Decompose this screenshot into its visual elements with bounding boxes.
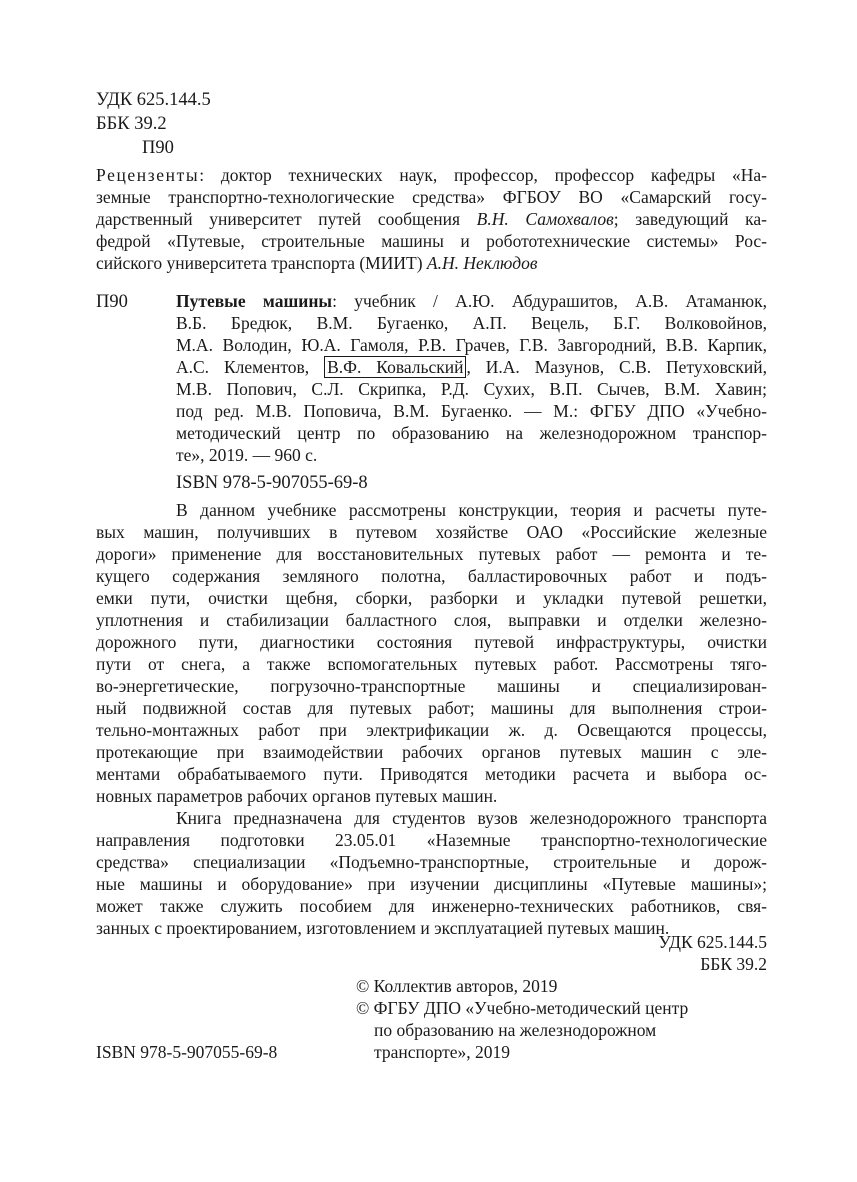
abstract-line: направления подготовки 23.05.01 «Наземные транспортно-технологические [96,830,767,850]
footer-udk: УДК 625.144.5 [658,932,767,952]
reviewers-text: : доктор технических наук, профессор, профессор кафедры «На- [199,165,767,185]
bib-text: М.А. Володин, Ю.А. Гамоля, Р.В. Грачев, Г.В. Завгородний, В.В. Карпик, [176,335,767,355]
abstract-line: кущего содержания земляного полотна, балластировочных работ и подъ- [96,566,767,586]
reviewers-text: федрой «Путевые, строительные машины и робототехнические системы» Рос- [96,231,767,251]
abstract-line: новных параметров рабочих органов путевых машин. [96,786,498,806]
abstract-line: дорожного пути, диагностики состояния путевой инфраструктуры, очистки [96,632,767,652]
abstract-line: Книга предназначена для студентов вузов железнодорожного транспорта [176,808,767,828]
copyright-line: © ФГБУ ДПО «Учебно-методический центр [356,998,689,1018]
book-title: Путевые машины [176,291,333,311]
abstract-line: ный подвижной состав для путевых работ; машины для выполнения строи- [96,698,767,718]
abstract-line: В данном учебнике рассмотрены конструкции, теория и расчеты путе- [176,500,767,520]
bib-text: В.Б. Бредюк, В.М. Бугаенко, А.П. Вецель, Б.Г. Волковойнов, [176,313,767,333]
bib-text: те», 2019. — 960 с. [176,445,318,465]
classification-codes [96,88,211,160]
abstract-line: уплотнения и стабилизации балластного слоя, выправки и отделки железно- [96,610,767,630]
abstract-line: протекающие при взаимодействии рабочих органов путевых машин с эле- [96,742,767,762]
reviewers-block [96,164,767,274]
footer-isbn: ISBN 978-5-907055-69-8 [96,1042,278,1062]
copyright-line: © Коллектив авторов, 2019 [356,976,558,996]
bib-text: М.В. Попович, С.Л. Скрипка, Р.Д. Сухих, В.П. Сычев, В.М. Хавин; [176,379,767,399]
reviewers-text: ; заведующий ка- [613,209,768,229]
reviewers-text: дарственный университет путей сообщения [96,209,477,229]
bib-text: : учебник / А.Ю. Абдурашитов, А.В. Атаманюк, [332,291,767,311]
udk-code: УДК 625.144.5 [96,90,211,110]
copyright-block [356,975,688,1063]
reviewer-name: А.Н. Неклюдов [426,253,538,273]
abstract-line: емки пути, очистки щебня, сборки, разборки и укладки путевой решетки, [96,588,767,608]
abstract-line: средства» специализации «Подъемно-транспортные, строительные и дорож- [96,852,767,872]
bibliographic-entry [176,290,767,466]
copyright-line: по образованию на железнодорожном [374,1020,657,1040]
abstract-line: занных с проектированием, изготовлением и эксплуатацией путевых машин. [96,918,670,938]
copyright-line: транспорте», 2019 [374,1042,511,1062]
abstract-line: тельно-монтажных работ при электрификации ж. д. Освещаются процессы, [96,720,767,740]
reviewer-name: В.Н. Самохвалов [476,209,614,229]
abstract-line: во-энергетические, погрузочно-транспортные машины и специализирован- [96,676,767,696]
bbk-code: ББК 39.2 [96,114,167,134]
author-sign: П90 [142,138,174,158]
abstract-line: ные машины и оборудование» при изучении дисциплины «Путевые машины»; [96,874,767,894]
abstract-line: вых машин, получивших в путевом хозяйстве ОАО «Российские железные [96,522,767,542]
reviewers-text: сийского университета транспорта (МИИТ) [96,253,427,273]
reviewers-text: земные транспортно-технологические средства» ФГБОУ ВО «Самарский госу- [96,187,767,207]
abstract-line: пути от снега, а также вспомогательных путевых работ. Рассмотрены тяго- [96,654,767,674]
reviewers-label: Рецензенты [96,165,200,185]
bib-text: под ред. М.В. Поповича, В.М. Бугаенко. — М.: ФГБУ ДПО «Учебно- [176,401,767,421]
bib-text: А.С. Клементов, [176,357,325,377]
abstract-line: дороги» применение для восстановительных путевых работ — ремонта и те- [96,544,767,564]
footer-bbk: ББК 39.2 [700,954,767,974]
abstract-line: ментами обрабатываемого пути. Приводятся методики расчета и выбора ос- [96,764,767,784]
isbn: ISBN 978-5-907055-69-8 [176,473,368,493]
highlighted-author: В.Ф. Ковальский [324,356,466,378]
abstract-line: может также служить пособием для инженерно-технических работников, свя- [96,896,767,916]
abstract [96,499,767,939]
bib-author-sign: П90 [96,292,128,312]
bib-text: , И.А. Мазунов, С.В. Петуховский, [466,357,767,377]
bib-text: методический центр по образованию на железнодорожном транспор- [176,423,767,443]
